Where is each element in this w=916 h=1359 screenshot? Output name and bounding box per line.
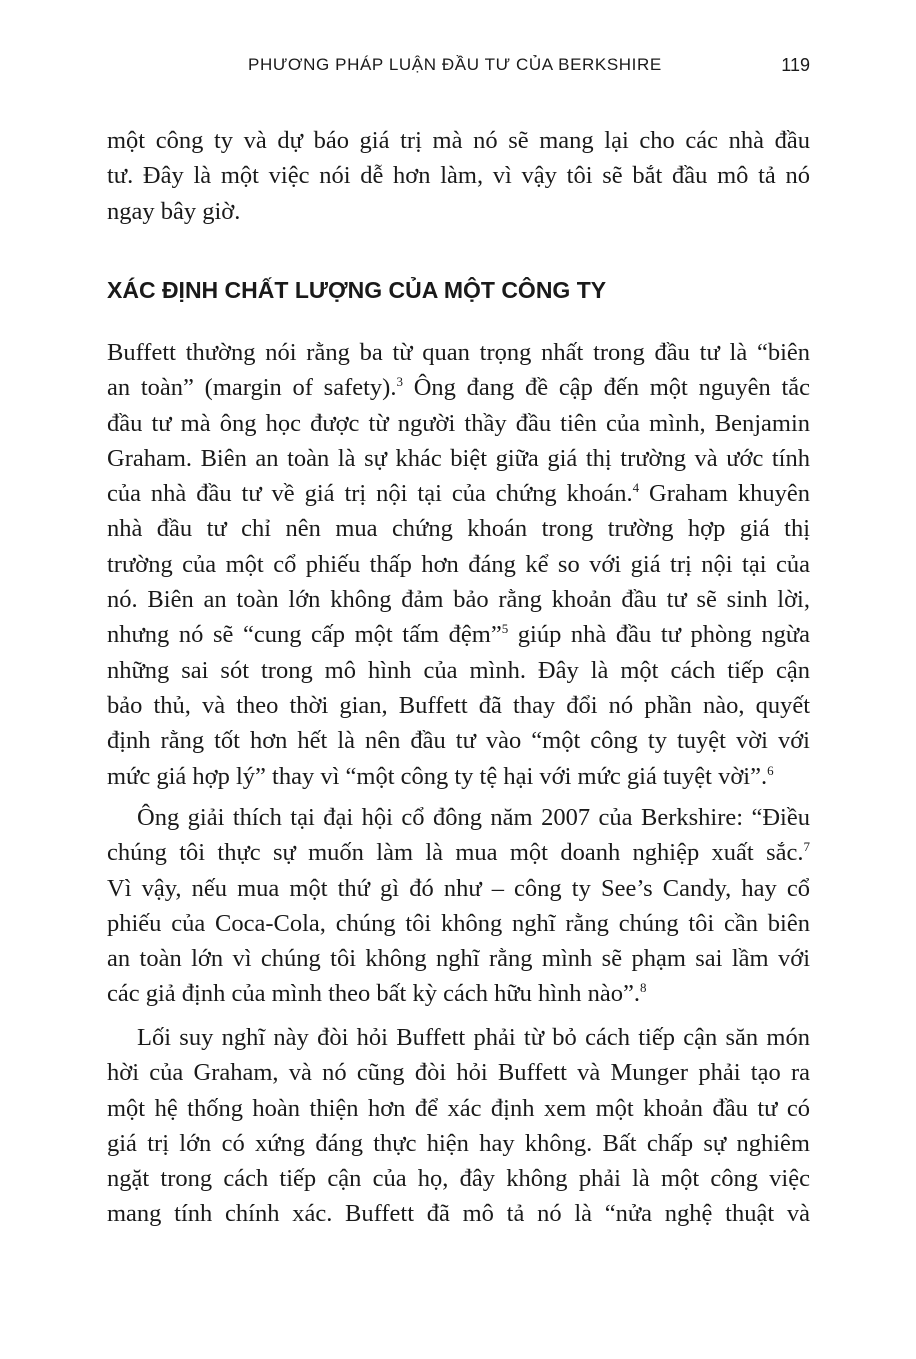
opening-paragraph	[107, 123, 810, 229]
text-line: những sai sót trong mô hình của mình. Đây là một cách tiếp cận	[107, 656, 810, 684]
text-line: bảo thủ, và theo thời gian, Buffett đã thay đổi nó phần nào, quyết	[107, 691, 810, 719]
text-line: một công ty và dự báo giá trị mà nó sẽ mang lại cho các nhà đầu	[107, 127, 810, 154]
text-line: giá trị lớn có xứng đáng thực hiện hay không. Bất chấp sự nghiêm	[107, 1129, 810, 1157]
text-line: phiếu của Coca-Cola, chúng tôi không nghĩ rằng chúng tôi cần biên	[107, 909, 810, 937]
text-line: trường của một cổ phiếu thấp hơn đáng kể so với giá trị nội tại của	[107, 550, 810, 578]
text-line: an toàn” (margin of safety).$^3$ Ông đang đề cập đến một nguyên tắc	[107, 374, 810, 402]
text-line: Vì vậy, nếu mua một thứ gì đó như – công ty See’s Candy, hay cổ	[107, 874, 810, 902]
text-line: chúng tôi thực sự muốn làm là mua một doanh nghiệp xuất sắc.$^7$	[107, 839, 810, 867]
footnote-ref: 8	[640, 980, 647, 996]
text-line: một hệ thống hoàn thiện hơn để xác định xem một khoản đầu tư có	[107, 1094, 810, 1122]
text-line: nhà đầu tư chỉ nên mua chứng khoán trong trường hợp giá thị	[107, 515, 810, 543]
paragraph-3	[107, 1020, 810, 1232]
footnote-ref: 7	[803, 839, 810, 855]
page-number: 119	[781, 55, 810, 75]
text-line: định rằng tốt hơn hết là nên đầu tư vào “một công ty tuyệt vời với	[107, 727, 810, 755]
text-line: nó. Biên an toàn lớn không đảm bảo rằng khoản đầu tư sẽ sinh lời,	[107, 586, 810, 614]
paragraph-1	[107, 335, 810, 794]
text-line: ngặt trong cách tiếp cận của họ, đây không phải là một công việc	[107, 1165, 810, 1193]
text-line: tư. Đây là một việc nói dễ hơn làm, vì vậy tôi sẽ bắt đầu mô tả nó	[107, 162, 810, 190]
text-line: mang tính chính xác. Buffett đã mô tả nó là “nửa nghệ thuật và	[107, 1200, 810, 1228]
running-header-title: PHƯƠNG PHÁP LUẬN ĐẦU TƯ CỦA BERKSHIRE	[248, 55, 662, 74]
text-line: Graham. Biên an toàn là sự khác biệt giữa giá thị trường và ước tính	[107, 444, 810, 472]
footnote-ref: 4	[632, 480, 640, 496]
footnote-ref: 5	[501, 621, 509, 637]
text-line: Ông giải thích tại đại hội cổ đông năm 2007 của Berkshire: “Điều	[137, 804, 810, 831]
text-line: Lối suy nghĩ này đòi hỏi Buffett phải từ bỏ cách tiếp cận săn món	[137, 1024, 810, 1051]
text-line: đầu tư mà ông học được từ người thầy đầu tiên của mình, Benjamin	[107, 409, 810, 437]
section-heading: XÁC ĐỊNH CHẤT LƯỢNG CỦA MỘT CÔNG TY	[107, 277, 607, 303]
text-line: Buffett thường nói rằng ba từ quan trọng nhất trong đầu tư là “biên	[107, 339, 810, 366]
text-line: mức giá hợp lý” thay vì “một công ty tệ hại với mức giá tuyệt vời”.$^6$	[107, 762, 774, 790]
text-line: an toàn lớn vì chúng tôi không nghĩ rằng mình sẽ phạm sai lầm với	[107, 945, 810, 973]
text-line: ngay bây giờ.	[107, 197, 241, 225]
text-line: các giả định của mình theo bất kỳ cách hữu hình nào”.$^8$	[107, 980, 647, 1008]
footnote-ref: 3	[396, 374, 403, 390]
footnote-ref: 6	[767, 762, 774, 778]
text-line: nhưng nó sẽ “cung cấp một tấm đệm”$^5$ giúp nhà đầu tư phòng ngừa	[107, 621, 811, 649]
paragraph-2	[107, 800, 810, 1012]
text-line: hời của Graham, và nó cũng đòi hỏi Buffett và Munger phải tạo ra	[107, 1059, 810, 1087]
text-line: của nhà đầu tư về giá trị nội tại của chứng khoán.$^4$ Graham khuyên	[107, 480, 810, 508]
